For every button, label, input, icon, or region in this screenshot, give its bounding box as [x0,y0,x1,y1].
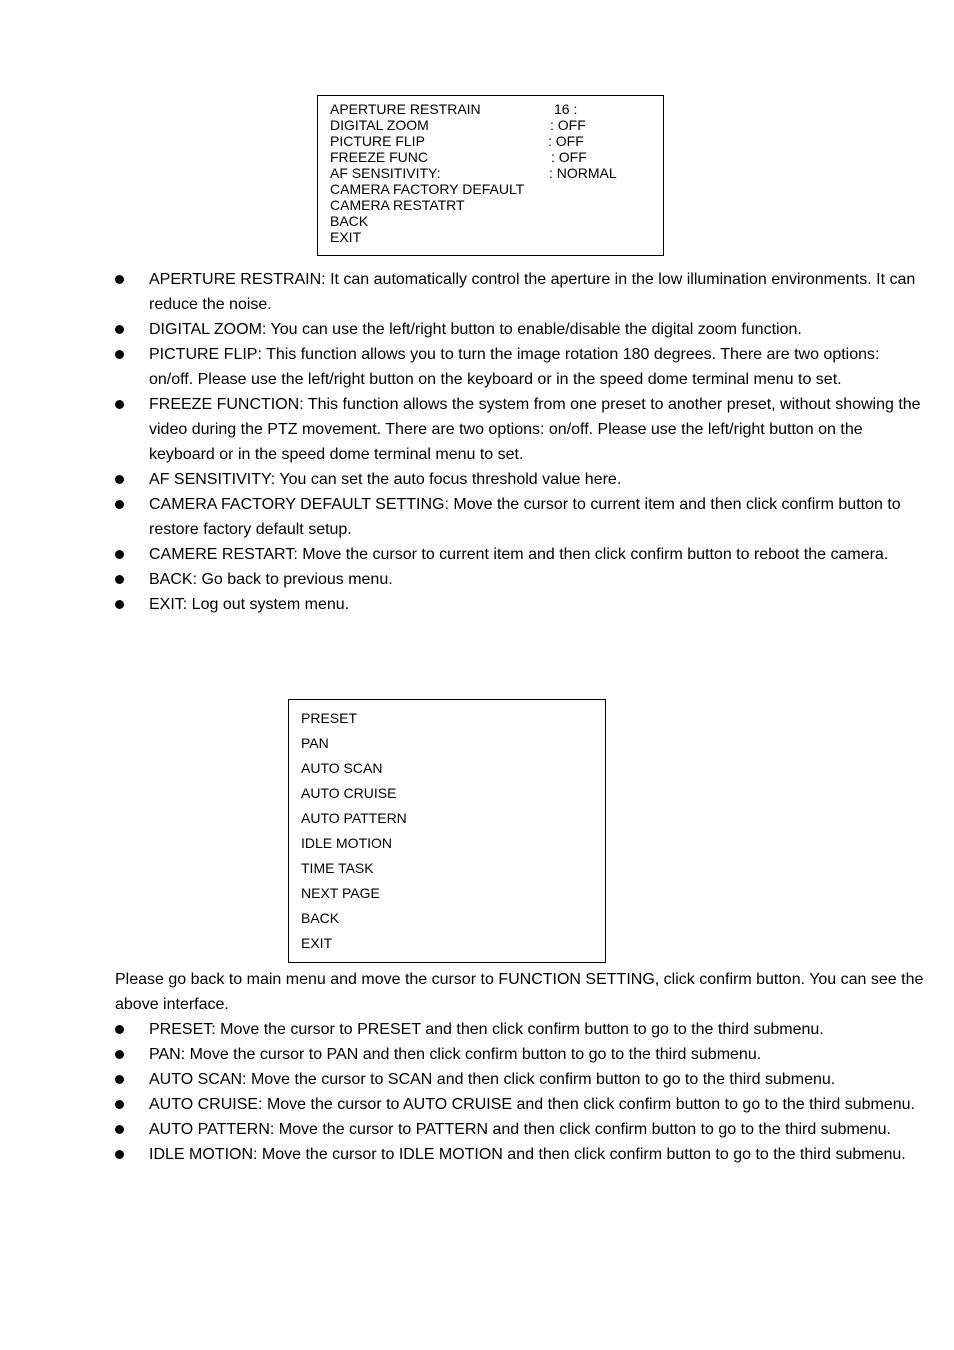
menu-value: 16 : [554,101,578,117]
menu-item-auto-cruise: AUTO CRUISE [301,785,397,801]
menu-row-af-sensitivity [330,165,663,181]
list-item-text: AF SENSITIVITY: You can set the auto focus threshold value here. [149,471,622,488]
list-item [115,467,925,492]
menu-row-freeze-func [330,149,663,165]
bullet-icon [115,1050,124,1059]
list-item [115,1017,925,1042]
menu-label: DIGITAL ZOOM [330,117,429,133]
camera-setting-menu [317,95,664,256]
list-item [115,492,925,542]
bullet-icon [115,1125,124,1134]
menu-label: AF SENSITIVITY: [330,165,441,181]
list-item [115,1042,925,1067]
function-setting-bullet-list [115,1017,925,1167]
list-item-text: AUTO CRUISE: Move the cursor to AUTO CRUISE and then click confirm button to go to the third submenu. [149,1096,915,1113]
bullet-icon [115,600,124,609]
list-item [115,542,925,567]
bullet-icon [115,1025,124,1034]
bullet-icon [115,275,124,284]
menu-label: FREEZE FUNC [330,149,428,165]
menu-label: PICTURE FLIP [330,133,425,149]
list-item [115,1142,925,1167]
menu-label: CAMERA FACTORY DEFAULT [330,181,525,197]
list-item [115,592,925,617]
menu-item-idle-motion: IDLE MOTION [301,835,393,851]
menu-item-back: BACK [301,910,340,926]
menu-value: : OFF [551,149,587,165]
bullet-icon [115,350,124,359]
bullet-icon [115,1075,124,1084]
menu-row-exit [330,229,663,245]
list-item-text: CAMERE RESTART: Move the cursor to current item and then click confirm button to reboot the camera. [149,546,889,563]
menu-value: : NORMAL [549,165,617,181]
list-item-text: IDLE MOTION: Move the cursor to IDLE MOTION and then click confirm button to go to the third submenu. [149,1146,906,1163]
bullet-icon [115,1150,124,1159]
list-item-text: AUTO SCAN: Move the cursor to SCAN and then click confirm button to go to the third submenu. [149,1071,836,1088]
list-item-text: AUTO PATTERN: Move the cursor to PATTERN and then click confirm button to go to the third submenu. [149,1121,891,1138]
list-item-text: PICTURE FLIP: This function allows you to turn the image rotation 180 degrees. There are two options: on/off. Please use the left/right button on the keyboard or in the speed dome terminal menu to set. [149,346,880,388]
bullet-icon [115,575,124,584]
function-setting-intro: Please go back to main menu and move the cursor to FUNCTION SETTING, click confirm button. You can see the above interface. [115,971,924,1013]
list-item [115,392,925,467]
menu-value: : OFF [548,133,584,149]
menu-item-exit: EXIT [301,935,333,951]
menu-item-auto-scan: AUTO SCAN [301,760,383,776]
list-item [115,267,925,317]
menu-item-preset: PRESET [301,710,358,726]
menu-row-camera-factory-default [330,181,663,197]
menu-label: EXIT [330,229,362,245]
menu-value: : OFF [550,117,586,133]
list-item-text: PAN: Move the cursor to PAN and then click confirm button to go to the third submenu. [149,1046,762,1063]
menu-item-auto-pattern: AUTO PATTERN [301,810,407,826]
list-item [115,317,925,342]
menu-label: APERTURE RESTRAIN [330,101,481,117]
list-item-text: FREEZE FUNCTION: This function allows the system from one preset to another preset, without showing the video during the PTZ movement. There are two options: on/off. Please use the left/right button on the keyboard or in the speed dome terminal menu to set. [149,396,921,463]
list-item [115,342,925,392]
bullet-icon [115,550,124,559]
menu-row-aperture-restrain [330,101,663,117]
list-item-text: EXIT: Log out system menu. [149,596,350,613]
list-item-text: CAMERA FACTORY DEFAULT SETTING: Move the cursor to current item and then click confirm button to restore factory default setup. [149,496,901,538]
bullet-icon [115,1100,124,1109]
bullet-icon [115,400,124,409]
list-item [115,1117,925,1142]
menu-item-pan: PAN [301,735,329,751]
camera-setting-bullet-list [115,267,925,617]
menu-label: BACK [330,213,369,229]
list-item [115,1092,925,1117]
list-item [115,1067,925,1092]
list-item-text: PRESET: Move the cursor to PRESET and then click confirm button to go to the third submenu. [149,1021,824,1038]
list-item [115,567,925,592]
menu-row-picture-flip [330,133,663,149]
list-item-text: APERTURE RESTRAIN: It can automatically control the aperture in the low illumination environments. It can reduce the noise. [149,271,916,313]
bullet-icon [115,500,124,509]
menu-item-time-task: TIME TASK [301,860,374,876]
bullet-icon [115,325,124,334]
list-item-text: DIGITAL ZOOM: You can use the left/right button to enable/disable the digital zoom function. [149,321,802,338]
menu-row-camera-restart [330,197,663,213]
menu-label: CAMERA RESTATRT [330,197,465,213]
bullet-icon [115,475,124,484]
list-item-text: BACK: Go back to previous menu. [149,571,393,588]
menu-row-digital-zoom [330,117,663,133]
menu-row-back [330,213,663,229]
menu-item-next-page: NEXT PAGE [301,885,380,901]
function-setting-menu [288,699,606,963]
